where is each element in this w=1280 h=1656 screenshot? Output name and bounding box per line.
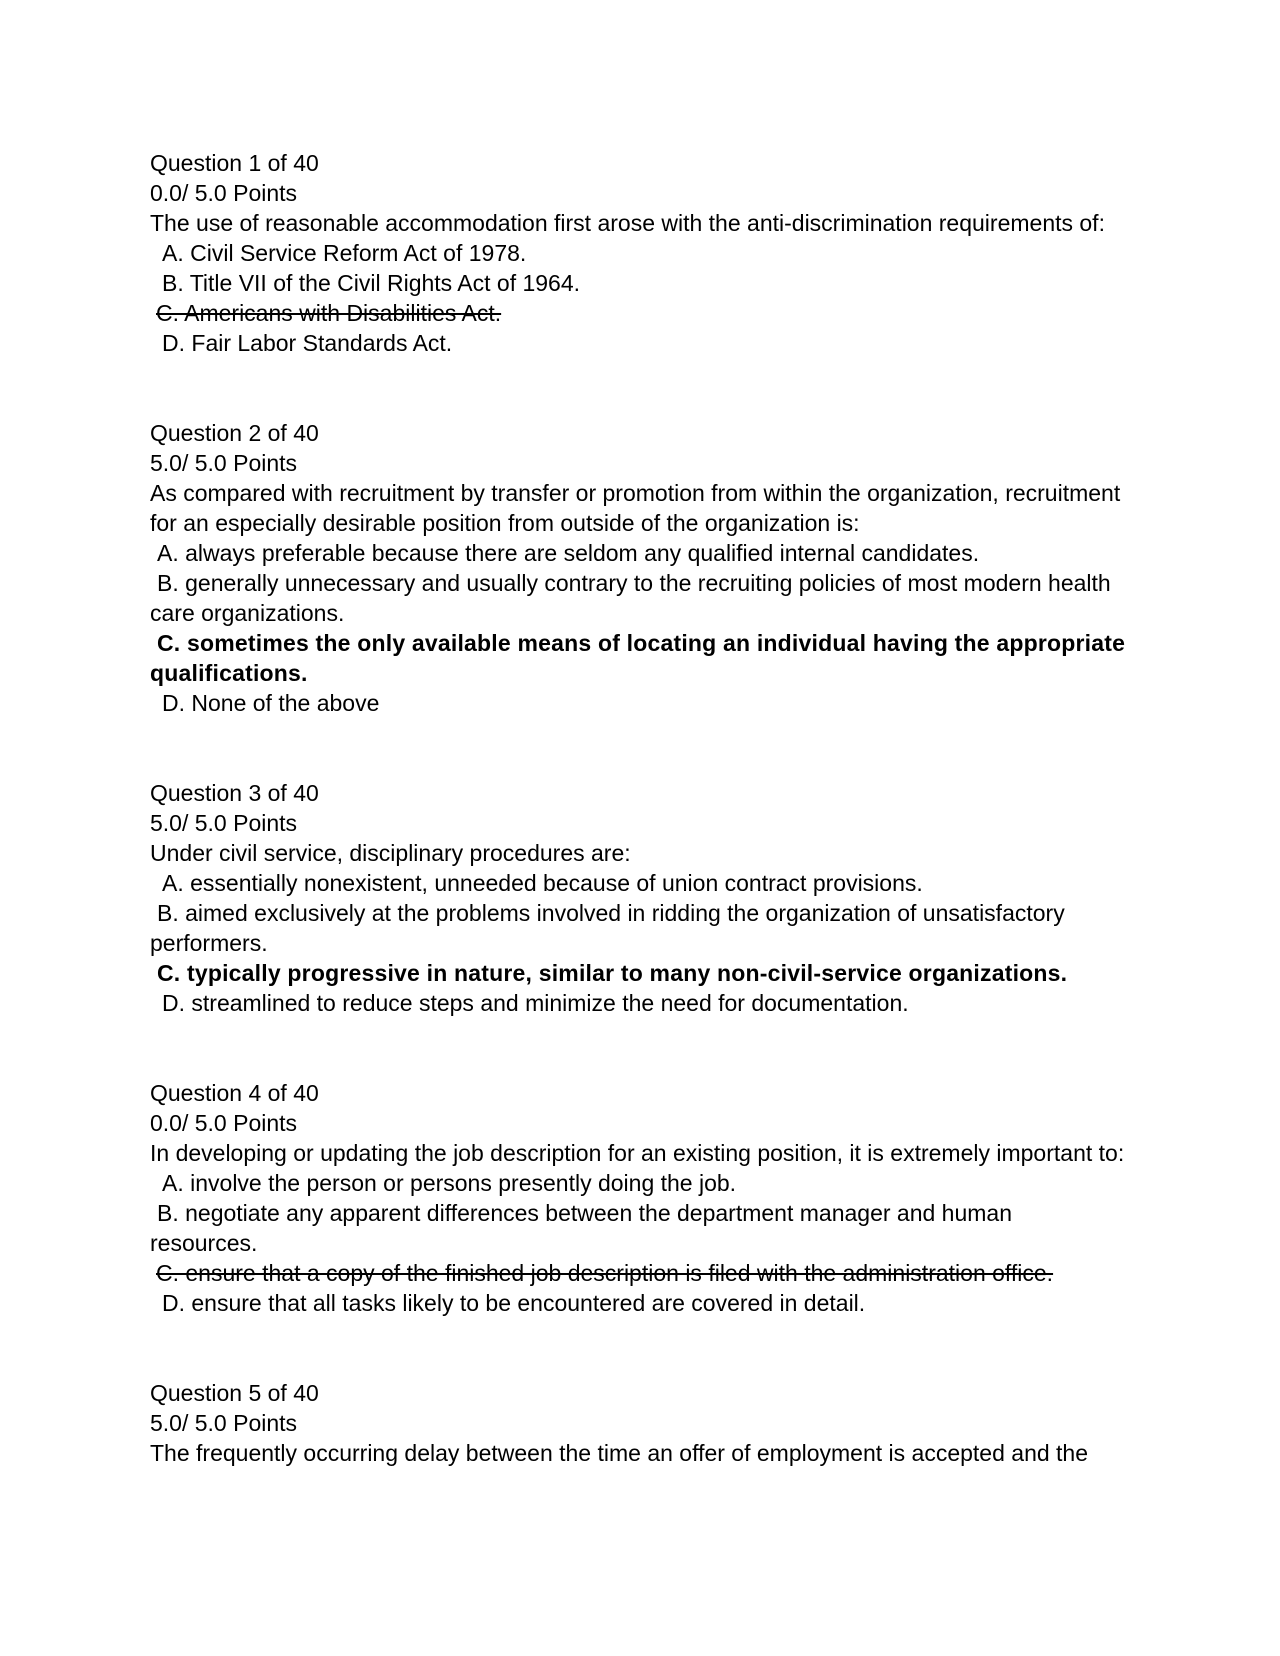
question-5-header: Question 5 of 40 — [150, 1380, 319, 1406]
question-4-option-a: A. involve the person or persons presently doing the job. — [162, 1170, 737, 1196]
question-3-prompt: Under civil service, disciplinary procedures are: — [150, 840, 631, 866]
question-2-option-b-continued: care organizations. — [150, 600, 345, 626]
question-2-header: Question 2 of 40 — [150, 420, 319, 446]
question-2-option-c-correct: C. sometimes the only available means of locating an individual having the appropriate — [157, 630, 1126, 656]
question-4-header: Question 4 of 40 — [150, 1080, 319, 1106]
question-4-option-b: B. negotiate any apparent differences between the department manager and human — [157, 1200, 1012, 1226]
question-1-option-c-incorrect: C. Americans with Disabilities Act. — [156, 300, 502, 326]
question-3-header: Question 3 of 40 — [150, 780, 319, 806]
question-4-option-c-incorrect: C. ensure that a copy of the finished job description is filed with the administration office. — [156, 1260, 1054, 1286]
question-4-prompt: In developing or updating the job description for an existing position, it is extremely important to: — [150, 1140, 1125, 1166]
question-1-prompt: The use of reasonable accommodation first arose with the anti-discrimination requirements of: — [150, 210, 1105, 236]
question-1-option-d: D. Fair Labor Standards Act. — [162, 330, 453, 356]
question-3-option-a: A. essentially nonexistent, unneeded because of union contract provisions. — [162, 870, 923, 896]
question-5-points: 5.0/ 5.0 Points — [150, 1410, 298, 1436]
question-2-prompt-line-1: As compared with recruitment by transfer or promotion from within the organization, recruitment — [150, 480, 1121, 506]
question-1-option-b: B. Title VII of the Civil Rights Act of 1964. — [162, 270, 581, 296]
question-1-header: Question 1 of 40 — [150, 150, 319, 176]
question-2-option-b: B. generally unnecessary and usually contrary to the recruiting policies of most modern health — [157, 570, 1111, 596]
question-2-points: 5.0/ 5.0 Points — [150, 450, 298, 476]
question-2-option-d: D. None of the above — [162, 690, 380, 716]
question-4-points: 0.0/ 5.0 Points — [150, 1110, 298, 1136]
question-3-option-d: D. streamlined to reduce steps and minimize the need for documentation. — [162, 990, 909, 1016]
question-1-option-a: A. Civil Service Reform Act of 1978. — [162, 240, 527, 266]
question-3-option-c-correct: C. typically progressive in nature, similar to many non-civil-service organizations. — [157, 960, 1068, 986]
question-3-points: 5.0/ 5.0 Points — [150, 810, 298, 836]
question-5-prompt: The frequently occurring delay between the time an offer of employment is accepted and the — [150, 1440, 1089, 1466]
question-2-option-a: A. always preferable because there are seldom any qualified internal candidates. — [157, 540, 980, 566]
question-4-option-b-continued: resources. — [150, 1230, 258, 1256]
question-2-option-c-continued: qualifications. — [150, 660, 308, 686]
question-3-option-b: B. aimed exclusively at the problems involved in ridding the organization of unsatisfactory — [157, 900, 1065, 926]
question-1-points: 0.0/ 5.0 Points — [150, 180, 298, 206]
question-4-option-d: D. ensure that all tasks likely to be encountered are covered in detail. — [162, 1290, 866, 1316]
question-2-prompt-line-2: for an especially desirable position from outside of the organization is: — [150, 510, 860, 536]
question-3-option-b-continued: performers. — [150, 930, 268, 956]
